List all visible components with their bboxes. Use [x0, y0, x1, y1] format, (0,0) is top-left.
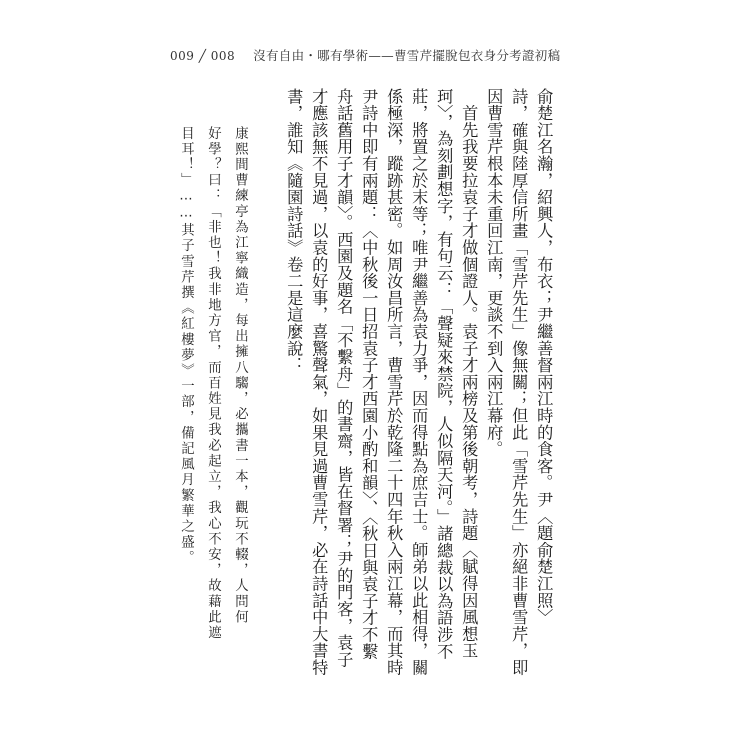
body-column-3: 因曹雪芹根本未重回江南，更談不到入兩江幕府。: [484, 88, 504, 458]
running-header: [170, 46, 590, 66]
quote-column-3: 目耳！」……其子雪芹撰《紅樓夢》一部，備記風月繁華之盛。: [178, 126, 194, 566]
body-column-7: 係極深，蹤跡甚密。如周汝昌所言，曹雪芹於乾隆二十四年秋入兩江幕，而其時: [384, 88, 404, 676]
body-column-2: 詩，確與陸厚信所畫「雪芹先生」像無關；但此「雪芹先生」亦絕非曹雪芹，即: [509, 88, 529, 676]
body-column-8: 尹詩中即有兩題：〈中秋後一日招袁子才西園小酌和韻〉、〈秋日與袁子才不繫: [359, 88, 379, 660]
body-column-10: 才應該無不見過，以袁的好事，喜驚聲氣，如果見過曹雪芹，必在詩話中大書特: [309, 88, 329, 676]
body-column-9: 舟話舊用子才韻〉。西園及題名「不繫舟」的書齋，皆在督署；尹的門客，袁子: [334, 88, 354, 668]
body-column-1: 俞楚江名瀚，紹興人，布衣；尹繼善督兩江時的食客。尹〈題俞楚江照〉: [534, 88, 554, 626]
quote-column-1: 康熙間曹練亭為江寧織造，每出擁八騶，必攜書一本，觀玩不輟，人問何: [232, 126, 248, 626]
body-column-6: 莊，將置之於末等；唯尹繼善為袁力爭，因而得點為庶吉士。師弟以此相得，關: [409, 88, 429, 676]
body-column-5: 珂〉，為刻劃想字，有句云：「聲疑來禁院，人似隔天河。」諸總裁以為語涉不: [434, 88, 454, 660]
body-column-11: 書，誰知《隨園詩話》卷二是這麼說：: [284, 88, 304, 374]
quote-column-2: 好學？曰：「非也！我非地方官，而百姓見我必起立，我心不安，故藉此遮: [205, 126, 221, 641]
running-title: 沒有自由・哪有學術——曹雪芹擺脫包衣身分考證初稿: [253, 48, 561, 63]
page-number: 009 ╱ 008: [170, 49, 236, 63]
body-column-4: 首先我要拉袁子才做個證人。袁子才兩榜及第後朝考，詩題〈賦得因風想玉: [459, 88, 479, 660]
